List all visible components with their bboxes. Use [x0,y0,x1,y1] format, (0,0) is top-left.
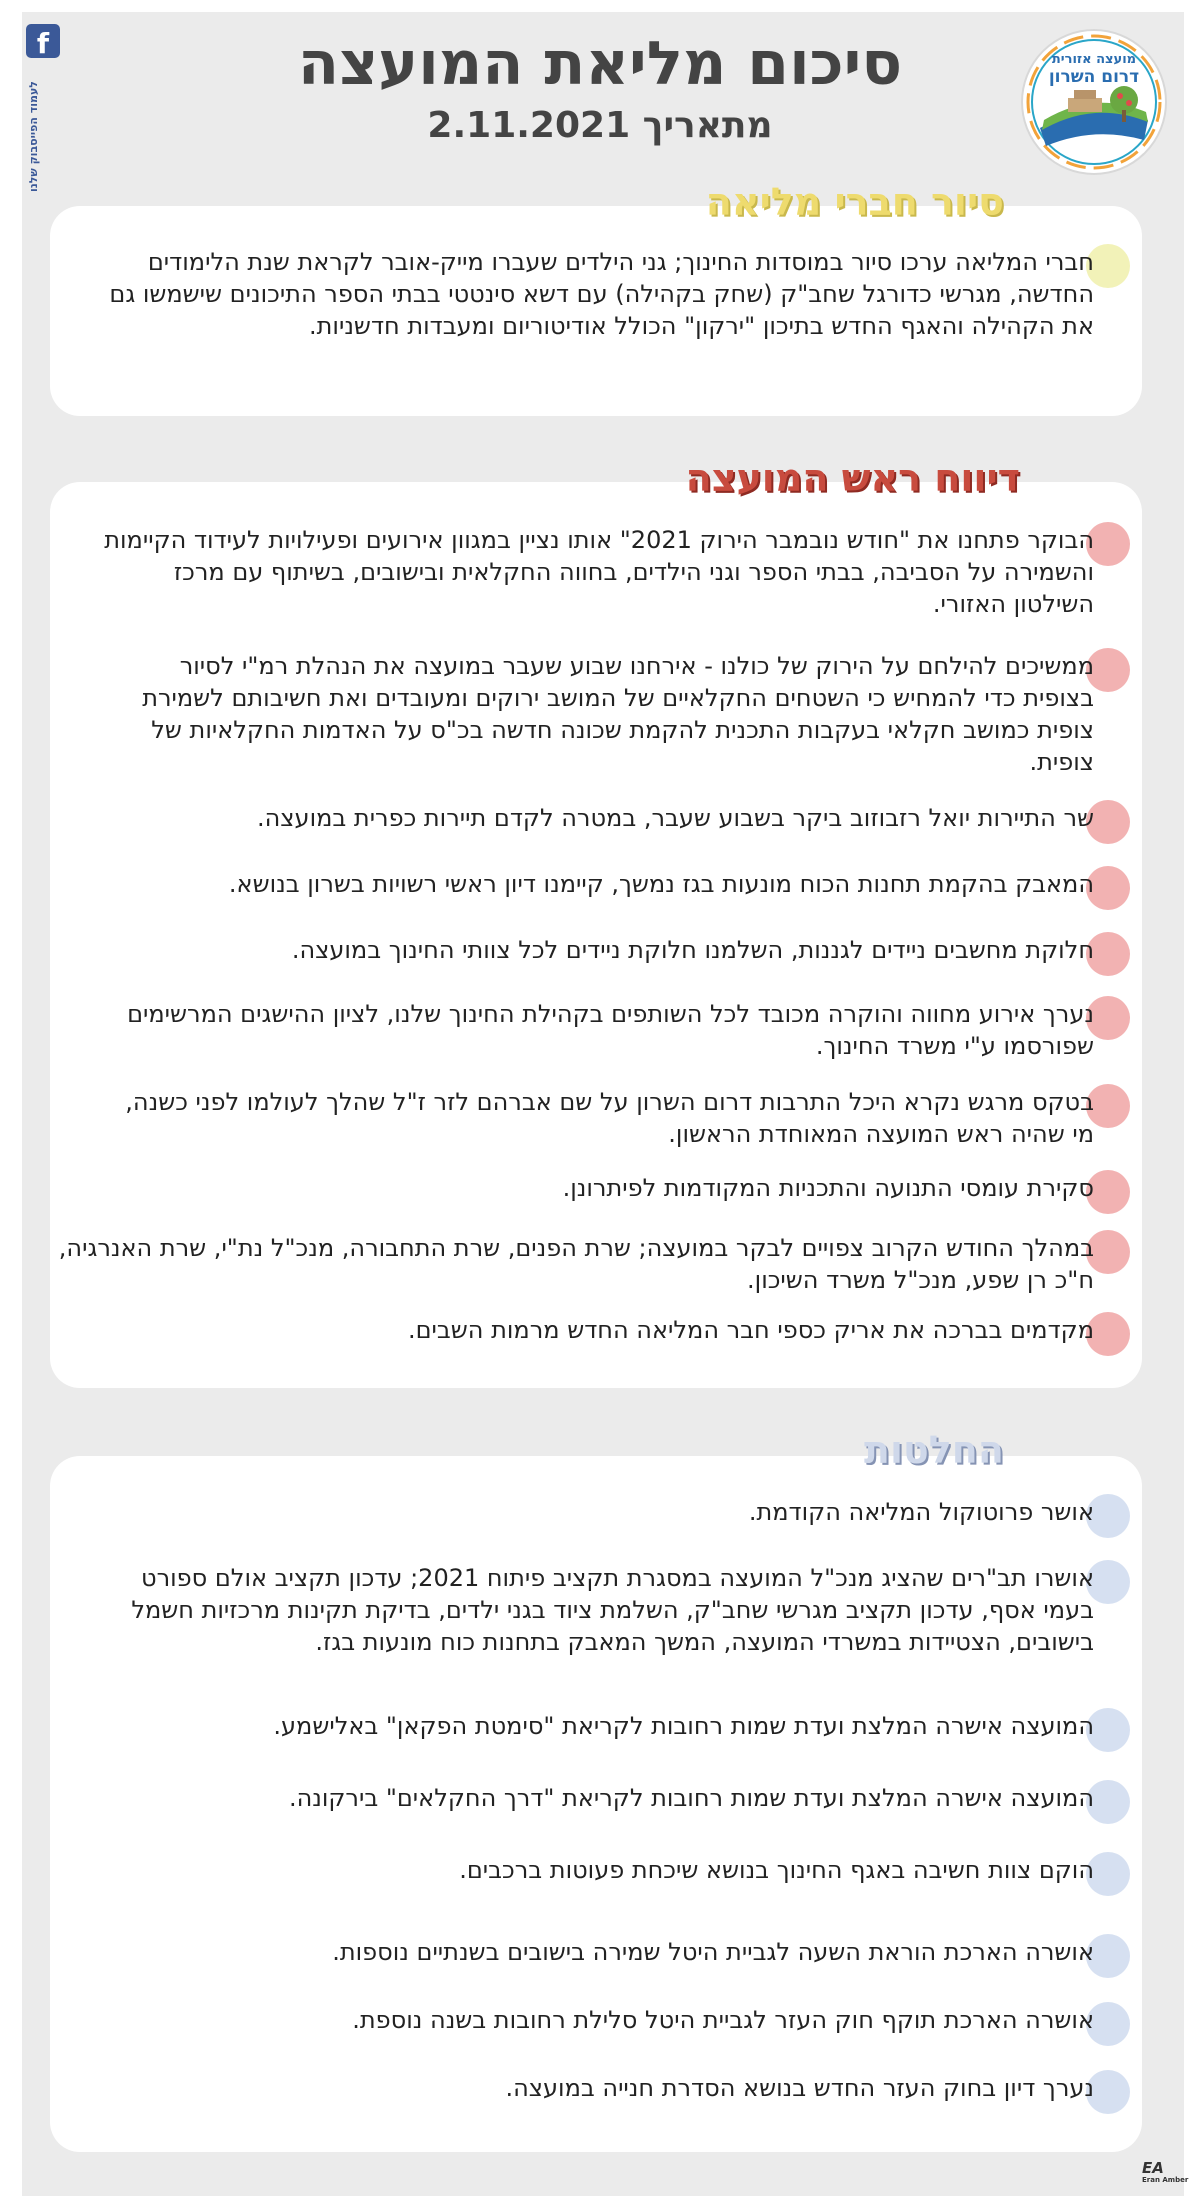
report-item-text: המאבק בהקמת תחנות הכוח מונעות בגז נמשך, קיימנו דיון ראשי רשויות בשרון בנושא. [228,870,1094,898]
decision-item-text: הוקם צוות חשיבה באגף החינוך בנושא שיכחת פעוטות ברכבים. [459,1856,1094,1884]
facebook-link-text[interactable]: לעמוד הפייסבוק שלנו [27,81,40,193]
decision-item-text: המועצה אישרה המלצת ועדת שמות רחובות לקריאת "דרך החקלאים" בירקונה. [288,1784,1094,1812]
report-item-text: סקירת עומסי התנועה והתכניות המקודמות לפיתרונן. [562,1174,1094,1202]
report-item-text: מקדמים בברכה את אריק כספי חבר המליאה החדש מרמות השבים. [408,1316,1094,1344]
decision-item-text: אושר פרוטוקול המליאה הקודמת. [748,1498,1094,1526]
decision-item-text: נערך דיון בחוק העזר החדש בנושא הסדרת חנייה במועצה. [505,2074,1094,2102]
report-item-text: חלוקת מחשבים ניידים לגננות, השלמנו חלוקת ניידים לכל צוותי החינוך במועצה. [291,936,1094,964]
meeting-date: מתאריך 2.11.2021 [427,105,773,146]
decision-item-text: אושרו תב"רים שהציג מנכ"ל המועצה במסגרת תקציב פיתוח 2021; עדכון תקציב אולם ספורט בעמי אסף, עדכון תקציב מגרשי שחב"ק, השלמת ציוד בגני ילדים, בדיקת תקינות מרכזיות חשמל בישובים, הצטיידות במשרדי המועצה, המשך המאבק בתחנות כוח מונעות בגז. [131,1564,1094,1656]
report-card [50,482,1142,1388]
report-item-text: הבוקר פתחנו את "חודש נובמבר הירוק 2021" אותו נציין במגוון אירועים ופעילויות לעידוד הקיימות והשמירה על הסביבה, בבתי הספר וגני הילדים, בחווה החקלאית ובישובים, בשיתוף עם מרכז השילטון האזורי. [104,526,1094,618]
logo-name: דרום השרון [1048,67,1140,87]
decision-item-text: אושרה הארכת תוקף חוק העזר לגביית היטל סלילת רחובות בשנה נוספת. [352,2006,1094,2034]
facebook-icon[interactable]: f [26,24,60,58]
tour-card [50,206,1142,416]
report-item-text: שר התיירות יואל רזבוזוב ביקר בשבוע שעבר, במטרה לקדם תיירות כפרית במועצה. [257,804,1094,832]
header [250,26,950,150]
decisions-card [50,1456,1142,2152]
report-item-text: במהלך החודש הקרוב צפויים לבקר במועצה; שרת הפנים, שרת התחבורה, מנכ"ל נת"י, שרת האנרגיה, ח"כ רן שפע, מנכ"ל משרד השיכון. [58,1234,1094,1294]
council-logo [1020,28,1168,176]
decision-item-text: המועצה אישרה המלצת ועדת שמות רחובות לקריאת "סימטת הפקאן" באלישמע. [273,1712,1094,1740]
designer-logo: EA [1142,2159,1164,2177]
report-item-text: בטקס מרגש נקרא היכל התרבות דרום השרון על שם אברהם לזר ז"ל שהלך לעולמו לפני כשנה, מי שהיה ראש המועצה המאוחדת הראשון. [125,1088,1094,1148]
page-title: סיכום מליאת המועצה [297,29,903,99]
decisions-section-title: החלטות [863,1428,1004,1472]
decision-item-text: אושרה הארכת הוראת השעה לגביית היטל שמירה בישובים בשנתיים נוספות. [332,1938,1094,1966]
report-section-title: דיווח ראש המועצה [685,456,1020,500]
tour-text: חברי המליאה ערכו סיור במוסדות החינוך; גני הילדים שעברו מייק-אובר לקראת שנת הלימודים החדשה, מגרשי כדורגל שחב"ק (שחק בקהילה) עם דשא סינטטי בבתי הספר התיכונים שישמשו גם את הקהילה והאגף החדש בתיכון "ירקון" הכולל אודיטוריום ומעבדות חדשניות. [109,248,1094,340]
designer-mark [1142,2160,1188,2185]
designer-credit: Eran Amber [1142,2176,1189,2184]
logo-top-text: מועצה אזורית [1051,52,1137,67]
tour-section-title: סיור חברי מליאה [705,180,1004,224]
report-item-text: נערך אירוע מחווה והוקרה מכובד לכל השותפים בקהילת החינוך שלנו, לציון ההישגים המרשימים שפורסמו ע"י משרד החינוך. [127,1000,1094,1060]
report-item-text: ממשיכים להילחם על הירוק של כולנו - אירחנו שבוע שעבר במועצה את הנהלת רמ"י לסיור בצופית כדי להמחיש כי השטחים החקלאיים של המושב ירוקים ומעובדים ואת חשיבותם לשמירת צופית כמושב חקלאי בעקבות התכנית להקמת שכונה חדשה בכ"ס על האדמות החקלאיות של צופית. [142,652,1094,776]
